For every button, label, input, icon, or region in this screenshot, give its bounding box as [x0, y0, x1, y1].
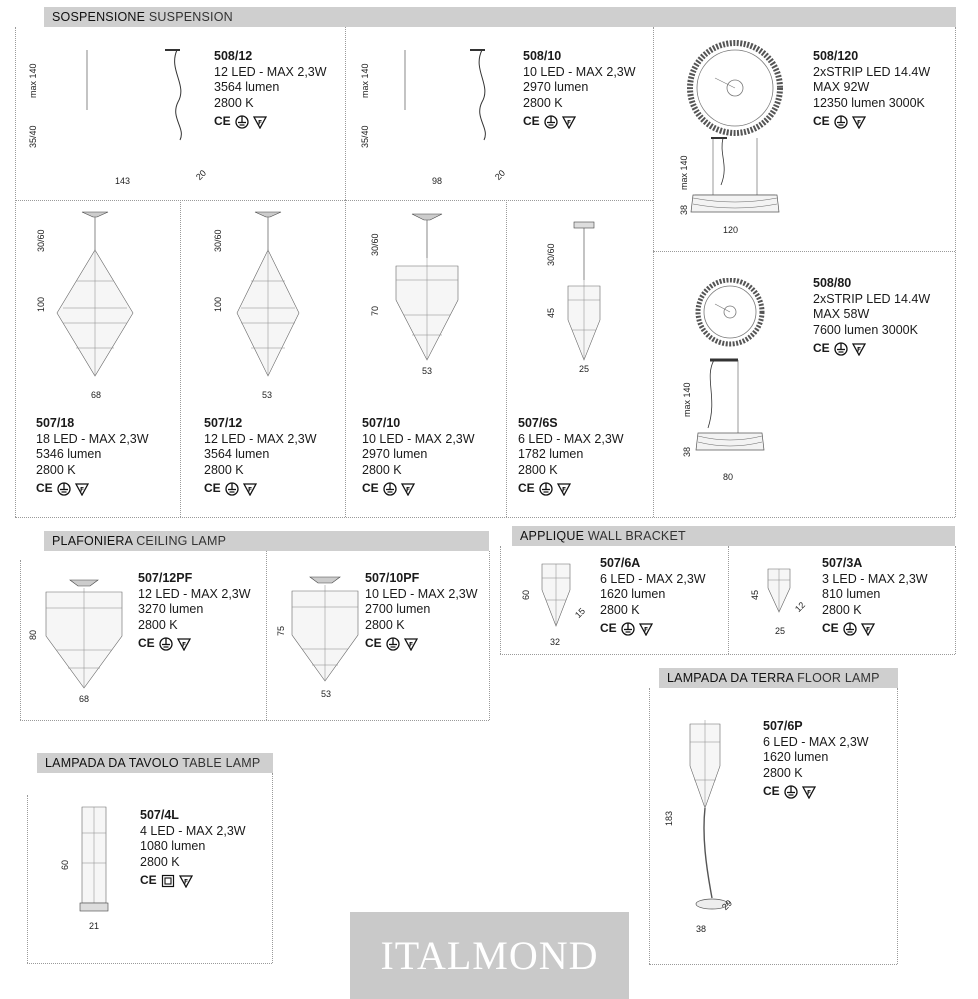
section-header-wall [512, 526, 955, 546]
dim-depth-label: 15 [572, 605, 588, 621]
kelvin-spec: 2800 K [36, 462, 76, 477]
product-spec-507-6p [763, 719, 869, 800]
lamp-drawing-508-10 [350, 40, 520, 190]
cert-row [813, 114, 930, 130]
kelvin-spec: 2800 K [822, 602, 862, 617]
earth-ground-icon [621, 622, 635, 636]
dim-height-label: 100 [36, 296, 46, 312]
lamp-drawing-507-12 [229, 208, 309, 383]
product-spec-508-120 [813, 49, 930, 130]
cert-row [140, 873, 246, 889]
product-spec-507-3a [822, 556, 928, 637]
dim-width-label: 143 [115, 176, 131, 186]
lamp-drawing-507-10pf [288, 575, 363, 685]
dim-cable-label: 30/60 [546, 243, 556, 266]
dim-body-label: 38 [682, 446, 692, 457]
dim-cable-label: 30/60 [36, 229, 46, 252]
lumen-spec: 1620 lumen [600, 587, 666, 601]
product-code: 507/6S [518, 416, 558, 430]
section-title-thin: SUSPENSION [148, 10, 233, 24]
product-code: 507/18 [36, 416, 75, 430]
dim-height-label: 60 [521, 589, 531, 600]
dim-width-label: 98 [432, 176, 443, 186]
ce-mark-icon: CE [365, 636, 382, 650]
triangle-f-icon [253, 115, 267, 129]
cert-row [214, 114, 327, 130]
product-spec-507-6s [518, 416, 624, 497]
lumen-spec: 7600 lumen 3000K [813, 322, 918, 337]
divider [649, 964, 897, 965]
lamp-drawing-507-10 [386, 210, 476, 370]
cert-row [600, 621, 706, 637]
triangle-f-icon [401, 482, 415, 496]
kelvin-spec: 2800 K [138, 617, 178, 632]
ce-mark-icon: CE [204, 481, 221, 495]
section-title-bold: PLAFONIERA [52, 534, 133, 548]
lamp-drawing-507-3a [765, 566, 795, 614]
lumen-spec: 3564 lumen [214, 80, 280, 94]
earth-ground-icon [834, 115, 848, 129]
section-title-thin: WALL BRACKET [587, 529, 686, 543]
section-title-bold: LAMPADA DA TERRA [667, 671, 794, 685]
triangle-f-icon [802, 785, 816, 799]
dim-depth-label: 29 [719, 897, 735, 913]
dim-width-label: 80 [723, 472, 734, 482]
led-spec: 6 LED - MAX 2,3W [518, 431, 624, 446]
lamp-drawing-507-6s [560, 220, 610, 365]
led-spec: 18 LED - MAX 2,3W [36, 431, 149, 446]
earth-ground-icon [843, 622, 857, 636]
divider [955, 546, 956, 654]
ce-mark-icon: CE [138, 636, 155, 650]
product-spec-507-18 [36, 416, 149, 497]
product-code: 507/3A [822, 556, 863, 570]
dim-body-label: 38 [679, 204, 689, 215]
divider [500, 546, 501, 654]
cert-row [518, 481, 624, 497]
earth-ground-icon [544, 115, 558, 129]
brand-logo: ITALMOND [350, 912, 629, 999]
dim-height-label: 183 [664, 810, 674, 826]
led-spec: 6 LED - MAX 2,3W [600, 571, 706, 586]
kelvin-spec: 2800 K [365, 617, 405, 632]
dim-width-label: 38 [696, 924, 707, 934]
product-code: 508/12 [214, 49, 253, 63]
ce-mark-icon: CE [763, 784, 780, 798]
led-spec: 10 LED - MAX 2,3W [523, 64, 636, 79]
dim-height-label: max 140 [28, 63, 38, 98]
led-spec: 12 LED - MAX 2,3W [214, 64, 327, 79]
lamp-drawing-508-120 [685, 40, 805, 240]
dim-height-label: 70 [370, 305, 380, 316]
lamp-drawing-507-12pf [42, 578, 127, 690]
section-title-bold: APPLIQUE [520, 529, 585, 543]
divider [500, 654, 955, 655]
product-spec-507-10pf [365, 571, 478, 652]
product-spec-508-12 [214, 49, 327, 130]
lumen-spec: 1620 lumen [763, 750, 829, 764]
product-code: 508/10 [523, 49, 562, 63]
dim-body-label: 35/40 [28, 125, 38, 148]
kelvin-spec: 2800 K [214, 95, 254, 110]
product-code: 507/12PF [138, 571, 193, 585]
divider [345, 27, 346, 200]
lumen-spec: 12350 lumen 3000K [813, 95, 925, 110]
divider [15, 27, 16, 517]
divider [27, 963, 272, 964]
dim-height-label: 80 [28, 629, 38, 640]
section-header-floor [659, 668, 898, 688]
dim-body-label: 35/40 [360, 125, 370, 148]
divider [506, 200, 507, 517]
dim-depth-label: 20 [193, 167, 209, 183]
section-title-thin: CEILING LAMP [136, 534, 227, 548]
dim-width-label: 120 [723, 225, 739, 235]
led-spec: 2xSTRIP LED 14.4W [813, 64, 931, 79]
earth-ground-icon [834, 342, 848, 356]
product-code: 508/80 [813, 276, 852, 290]
ce-mark-icon: CE [518, 481, 535, 495]
dim-width-label: 25 [579, 364, 590, 374]
ce-mark-icon: CE [140, 873, 157, 887]
earth-ground-icon [383, 482, 397, 496]
dim-width-label: 68 [79, 694, 90, 704]
product-code: 508/120 [813, 49, 859, 63]
led-spec: 3 LED - MAX 2,3W [822, 571, 928, 586]
cert-row [763, 784, 869, 800]
triangle-f-icon [404, 637, 418, 651]
cert-row [365, 636, 478, 652]
triangle-f-icon [639, 622, 653, 636]
triangle-f-icon [243, 482, 257, 496]
triangle-f-icon [861, 622, 875, 636]
class-two-double-insulation-icon [161, 874, 175, 888]
cert-row [362, 481, 475, 497]
divider [653, 251, 955, 252]
dim-height-label: 60 [60, 859, 70, 870]
product-spec-507-10 [362, 416, 475, 497]
lumen-spec: 2970 lumen [362, 447, 428, 461]
divider [649, 688, 650, 964]
lumen-spec: 1782 lumen [518, 447, 584, 461]
dim-width-label: 25 [775, 626, 786, 636]
led-spec: 4 LED - MAX 2,3W [140, 823, 246, 838]
divider [272, 773, 273, 963]
product-spec-507-12 [204, 416, 317, 497]
dim-width-label: 53 [321, 689, 332, 699]
dim-width-label: 68 [91, 390, 102, 400]
dim-width-label: 32 [550, 637, 561, 647]
lamp-drawing-508-80 [690, 278, 780, 463]
earth-ground-icon [784, 785, 798, 799]
divider [728, 546, 729, 654]
dim-cable-label: 30/60 [213, 229, 223, 252]
lamp-drawing-507-6a [538, 560, 578, 628]
product-code: 507/12 [204, 416, 243, 430]
divider [345, 200, 346, 517]
lumen-spec: 2700 lumen [365, 602, 431, 616]
dim-height-label: 45 [546, 307, 556, 318]
section-title-bold: LAMPADA DA TAVOLO [45, 756, 179, 770]
section-header-table [37, 753, 273, 773]
power-spec: MAX 58W [813, 307, 870, 321]
ce-mark-icon: CE [523, 114, 540, 128]
ce-mark-icon: CE [813, 114, 830, 128]
earth-ground-icon [235, 115, 249, 129]
dim-height-label: max 140 [682, 382, 692, 417]
dim-height-label: 100 [213, 296, 223, 312]
lumen-spec: 2970 lumen [523, 80, 589, 94]
ce-mark-icon: CE [362, 481, 379, 495]
earth-ground-icon [386, 637, 400, 651]
lamp-drawing-508-12 [20, 40, 220, 190]
divider [180, 200, 181, 517]
led-spec: 12 LED - MAX 2,3W [204, 431, 317, 446]
triangle-f-icon [75, 482, 89, 496]
divider [266, 551, 267, 720]
lumen-spec: 3270 lumen [138, 602, 204, 616]
divider [15, 200, 653, 201]
dim-width-label: 53 [422, 366, 433, 376]
section-title-thin: FLOOR LAMP [797, 671, 880, 685]
divider [653, 27, 654, 517]
section-header-ceiling [44, 531, 489, 551]
lumen-spec: 3564 lumen [204, 447, 270, 461]
led-spec: 10 LED - MAX 2,3W [362, 431, 475, 446]
dim-height-label: 75 [276, 625, 286, 636]
ce-mark-icon: CE [813, 341, 830, 355]
section-title-bold: SOSPENSIONE [52, 10, 146, 24]
cert-row [138, 636, 251, 652]
ce-mark-icon: CE [600, 621, 617, 635]
product-code: 507/10 [362, 416, 401, 430]
divider [27, 795, 28, 963]
dim-depth-label: 12 [792, 599, 808, 615]
ce-mark-icon: CE [36, 481, 53, 495]
lumen-spec: 1080 lumen [140, 839, 206, 853]
earth-ground-icon [539, 482, 553, 496]
divider [489, 551, 490, 720]
product-code: 507/4L [140, 808, 179, 822]
led-spec: 2xSTRIP LED 14.4W [813, 291, 931, 306]
divider [897, 688, 898, 964]
dim-width-label: 53 [262, 390, 273, 400]
ce-mark-icon: CE [214, 114, 231, 128]
dim-height-label: max 140 [360, 63, 370, 98]
power-spec: MAX 92W [813, 80, 870, 94]
triangle-f-icon [177, 637, 191, 651]
divider [20, 720, 489, 721]
dim-width-label: 21 [89, 921, 100, 931]
product-code: 507/6P [763, 719, 803, 733]
cert-row [813, 341, 930, 357]
product-code: 507/6A [600, 556, 641, 570]
section-header-suspension [44, 7, 956, 27]
product-spec-508-80 [813, 276, 930, 357]
lamp-drawing-507-4l [74, 803, 114, 918]
triangle-f-icon [179, 874, 193, 888]
earth-ground-icon [225, 482, 239, 496]
cert-row [822, 621, 928, 637]
cert-row [36, 481, 149, 497]
section-title-thin: TABLE LAMP [182, 756, 261, 770]
led-spec: 10 LED - MAX 2,3W [365, 586, 478, 601]
kelvin-spec: 2800 K [362, 462, 402, 477]
lamp-drawing-507-18 [55, 208, 145, 383]
divider [955, 27, 956, 517]
kelvin-spec: 2800 K [140, 854, 180, 869]
cert-row [204, 481, 317, 497]
led-spec: 12 LED - MAX 2,3W [138, 586, 251, 601]
triangle-f-icon [852, 342, 866, 356]
kelvin-spec: 2800 K [204, 462, 244, 477]
kelvin-spec: 2800 K [600, 602, 640, 617]
earth-ground-icon [57, 482, 71, 496]
triangle-f-icon [852, 115, 866, 129]
dim-height-label: 45 [750, 589, 760, 600]
earth-ground-icon [159, 637, 173, 651]
dim-depth-label: 20 [492, 167, 508, 183]
triangle-f-icon [557, 482, 571, 496]
product-spec-507-12pf [138, 571, 251, 652]
kelvin-spec: 2800 K [518, 462, 558, 477]
lumen-spec: 810 lumen [822, 587, 881, 601]
product-code: 507/10PF [365, 571, 420, 585]
product-spec-507-6a [600, 556, 706, 637]
kelvin-spec: 2800 K [763, 765, 803, 780]
lumen-spec: 5346 lumen [36, 447, 102, 461]
dim-cable-label: 30/60 [370, 233, 380, 256]
cert-row [523, 114, 636, 130]
dim-height-label: max 140 [679, 155, 689, 190]
ce-mark-icon: CE [822, 621, 839, 635]
product-spec-507-4l [140, 808, 246, 889]
lamp-drawing-507-6p [680, 716, 740, 916]
led-spec: 6 LED - MAX 2,3W [763, 734, 869, 749]
divider [15, 517, 955, 518]
product-spec-508-10 [523, 49, 636, 130]
kelvin-spec: 2800 K [523, 95, 563, 110]
divider [20, 560, 21, 720]
triangle-f-icon [562, 115, 576, 129]
